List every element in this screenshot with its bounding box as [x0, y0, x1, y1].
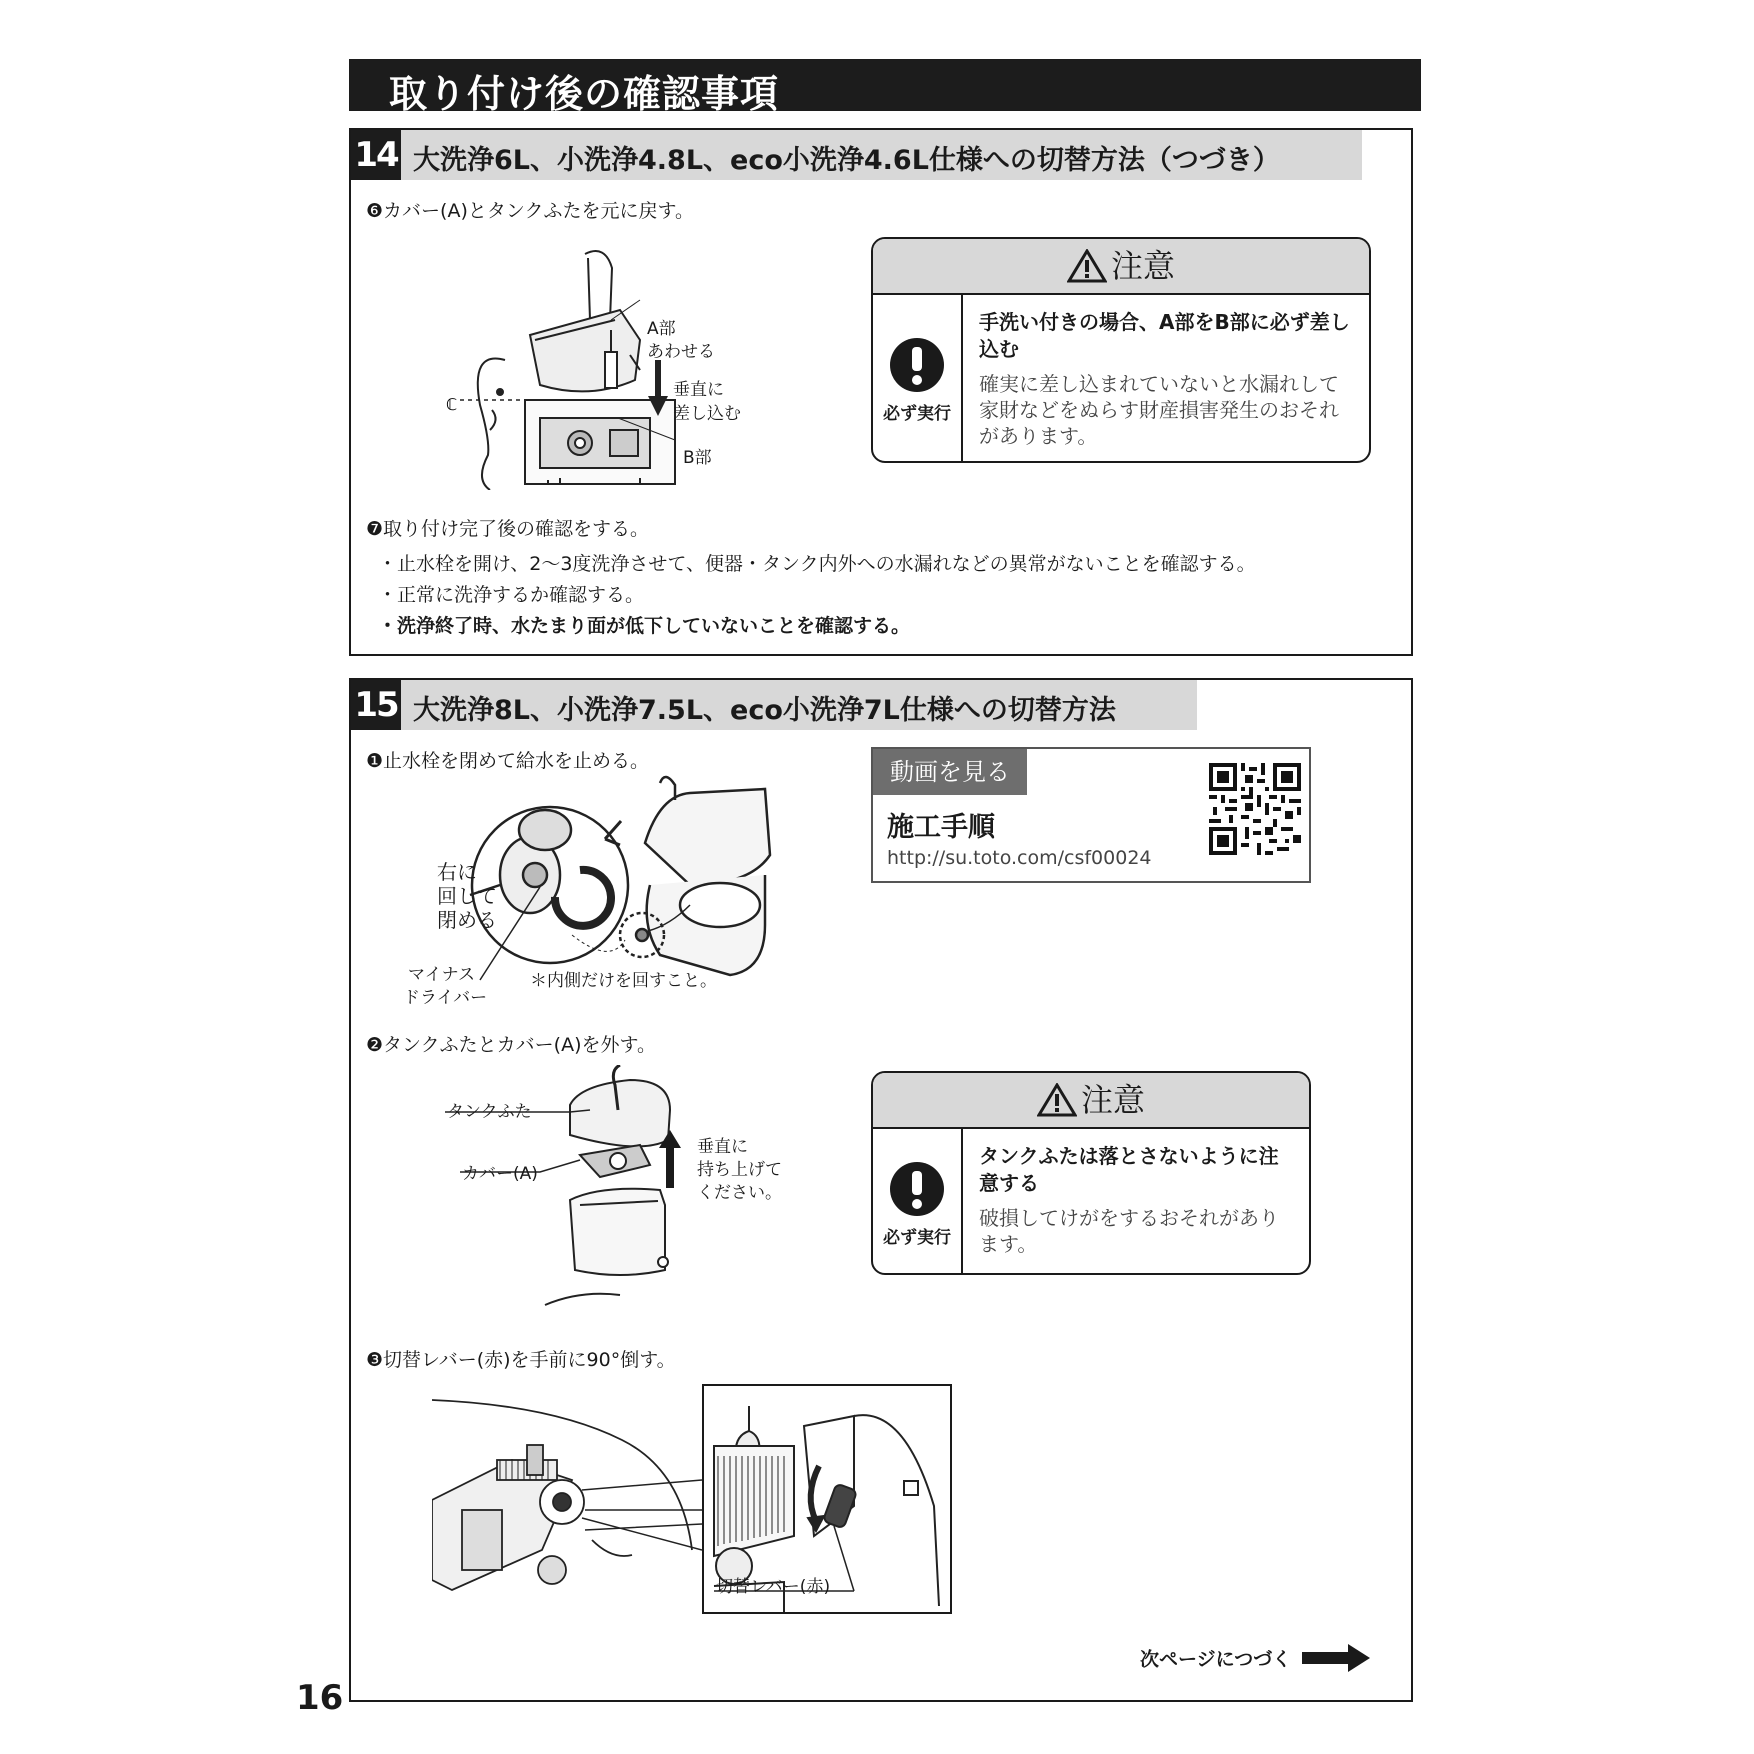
- label-inner-note: ＊内側だけを回すこと。: [530, 971, 717, 991]
- section-number: 14: [351, 130, 401, 180]
- video-title: 施工手順: [887, 812, 995, 843]
- lever-detail-frame: [702, 1384, 952, 1614]
- label-cover-a: カバー(A): [462, 1164, 538, 1184]
- check-bullet-2: ・正常に洗浄するか確認する。: [378, 584, 645, 606]
- caution-title: 注意: [1110, 247, 1175, 285]
- section-14-header: [351, 130, 1362, 180]
- caution-description: 破損してけがをするおそれがあります。: [979, 1206, 1279, 1256]
- step-6: ❻カバー(A)とタンクふたを元に戻す。: [366, 200, 694, 222]
- label-close: 閉める: [437, 908, 497, 932]
- caution-header: [873, 1073, 1309, 1129]
- right-arrow-icon: [1302, 1644, 1370, 1672]
- caution-box-15: [871, 1071, 1311, 1275]
- label-turn-right: 右に: [437, 860, 477, 884]
- section-title: 大洗浄6L、小洗浄4.8L、eco小洗浄4.6L仕様への切替方法（つづき）: [413, 145, 1280, 176]
- label-switch-lever: 切替レバー(赤): [716, 1577, 831, 1597]
- label-lift-2: 持ち上げて: [697, 1160, 782, 1180]
- label-driver-1: マイナス: [408, 965, 475, 985]
- label-insert: 差し込む: [673, 404, 741, 424]
- must-do-label: 必ず実行: [883, 404, 951, 424]
- page-number: 16: [296, 1678, 344, 1718]
- label-lift-1: 垂直に: [697, 1137, 748, 1157]
- qr-code-icon[interactable]: [1209, 763, 1301, 855]
- caution-heading: 手洗い付きの場合、A部をB部に必ず差し込む: [979, 310, 1350, 361]
- step-3: ❸切替レバー(赤)を手前に90°倒す。: [366, 1349, 676, 1371]
- must-do-label: 必ず実行: [883, 1228, 951, 1248]
- caution-title: 注意: [1080, 1081, 1145, 1119]
- continue-next-page[interactable]: [1140, 1644, 1370, 1672]
- warning-triangle-icon: [1037, 1083, 1077, 1117]
- lid-reassembly-illustration: [440, 240, 760, 490]
- warning-triangle-icon: [1067, 249, 1107, 283]
- step-2: ❷タンクふたとカバー(A)を外す。: [366, 1034, 656, 1056]
- must-do-icon: [889, 1161, 945, 1217]
- must-do-icon-cell: [873, 295, 963, 461]
- label-b-part: B部: [683, 448, 712, 468]
- check-bullet-1: ・止水栓を開け、2～3度洗浄させて、便器・タンク内外への水漏れなどの異常がないことを確認する。: [378, 553, 1256, 575]
- page-header: [349, 59, 1421, 116]
- label-a-part: A部: [647, 319, 676, 339]
- caution-description: 確実に差し込まれていないと水漏れして家財などをぬらす財産損害発生のおそれがあります。: [979, 372, 1339, 448]
- watch-video-tag: 動画を見る: [873, 749, 1027, 795]
- label-lift-3: ください。: [697, 1183, 782, 1203]
- check-bullet-3: ・洗浄終了時、水たまり面が低下していないことを確認する。: [378, 615, 911, 637]
- step-1: ❶止水栓を閉めて給水を止める。: [366, 750, 650, 772]
- label-tank-lid: タンクふた: [447, 1102, 532, 1122]
- page-title: 取り付け後の確認事項: [389, 72, 780, 116]
- section-15-header: [351, 680, 1197, 730]
- video-url[interactable]: http://su.toto.com/csf00024: [887, 847, 1152, 869]
- svg-text:ℂ: ℂ: [446, 395, 458, 414]
- lift-up-arrow-icon: [659, 1130, 681, 1188]
- label-driver-2: ドライバー: [403, 988, 488, 1008]
- caution-heading: タンクふたは落とさないように注意する: [979, 1144, 1279, 1195]
- label-turn: 回して: [437, 884, 497, 908]
- step-7: ❼取り付け完了後の確認をする。: [366, 518, 650, 540]
- section-number: 15: [351, 680, 401, 730]
- video-box[interactable]: [871, 747, 1311, 883]
- label-vertical: 垂直に: [673, 380, 724, 400]
- must-do-icon: [889, 337, 945, 393]
- zoom-connector-lines: [580, 1490, 705, 1540]
- section-title: 大洗浄8L、小洗浄7.5L、eco小洗浄7L仕様への切替方法: [413, 695, 1116, 726]
- must-do-icon-cell: [873, 1129, 963, 1273]
- label-align: あわせる: [647, 342, 715, 362]
- caution-box-14: [871, 237, 1371, 463]
- caution-header: [873, 239, 1369, 295]
- continue-label: 次ページにつづく: [1140, 1648, 1292, 1671]
